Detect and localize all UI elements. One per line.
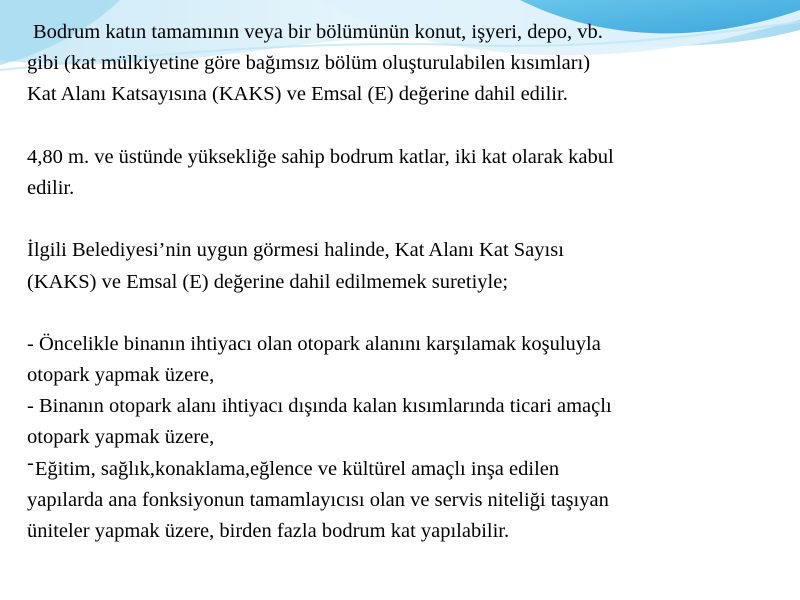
list-item-complementary-units bbox=[27, 451, 797, 548]
text-line: otopark yapmak üzere, bbox=[27, 426, 215, 449]
text-line: İlgili Belediyesi’nin uygun görmesi halinde, Kat Alanı Kat Sayısı bbox=[27, 239, 564, 262]
paragraph-gap bbox=[27, 298, 797, 329]
conditions-list bbox=[27, 329, 797, 547]
dash-marker: - bbox=[27, 451, 34, 474]
text-line: - Binanın otopark alanı ihtiyacı dışında kalan kısımlarında ticari amaçlı bbox=[27, 395, 612, 418]
text-line: gibi (kat mülkiyetine göre bağımsız bölüm oluşturulabilen kısımları) bbox=[27, 52, 591, 75]
paragraph-gap bbox=[27, 204, 797, 235]
text-line: yapılarda ana fonksiyonun tamamlayıcısı olan ve servis niteliği taşıyan bbox=[27, 488, 609, 511]
text-line: üniteler yapmak üzere, birden fazla bodrum kat yapılabilir. bbox=[27, 520, 510, 542]
slide-body bbox=[27, 17, 797, 547]
paragraph-gap bbox=[27, 111, 797, 142]
text-line: 4,80 m. ve üstünde yüksekliğe sahip bodrum katlar, iki kat olarak kabul bbox=[27, 145, 614, 168]
text-line: Bodrum katın tamamının veya bir bölümünün konut, işyeri, depo, vb. bbox=[33, 21, 603, 43]
text-line bbox=[27, 451, 797, 485]
paragraph-municipality bbox=[27, 235, 797, 297]
text-line: (KAKS) ve Emsal (E) değerine dahil edilmemek suretiyle; bbox=[27, 270, 509, 293]
list-item-parking bbox=[27, 329, 797, 391]
text-line: edilir. bbox=[27, 176, 75, 199]
list-item-commercial-parking bbox=[27, 391, 797, 453]
paragraph-bodrum-kaks bbox=[27, 17, 797, 111]
text-line: Kat Alanı Katsayısına (KAKS) ve Emsal (E) değerine dahil edilir. bbox=[27, 83, 568, 106]
text-line: otopark yapmak üzere, bbox=[27, 364, 215, 387]
paragraph-height-rule bbox=[27, 142, 797, 204]
text-segment: Eğitim, sağlık,konaklama,eğlence ve kültürel amaçlı inşa edilen bbox=[34, 457, 560, 480]
text-line: - Öncelikle binanın ihtiyacı olan otopark alanını karşılamak koşuluyla bbox=[27, 332, 601, 355]
